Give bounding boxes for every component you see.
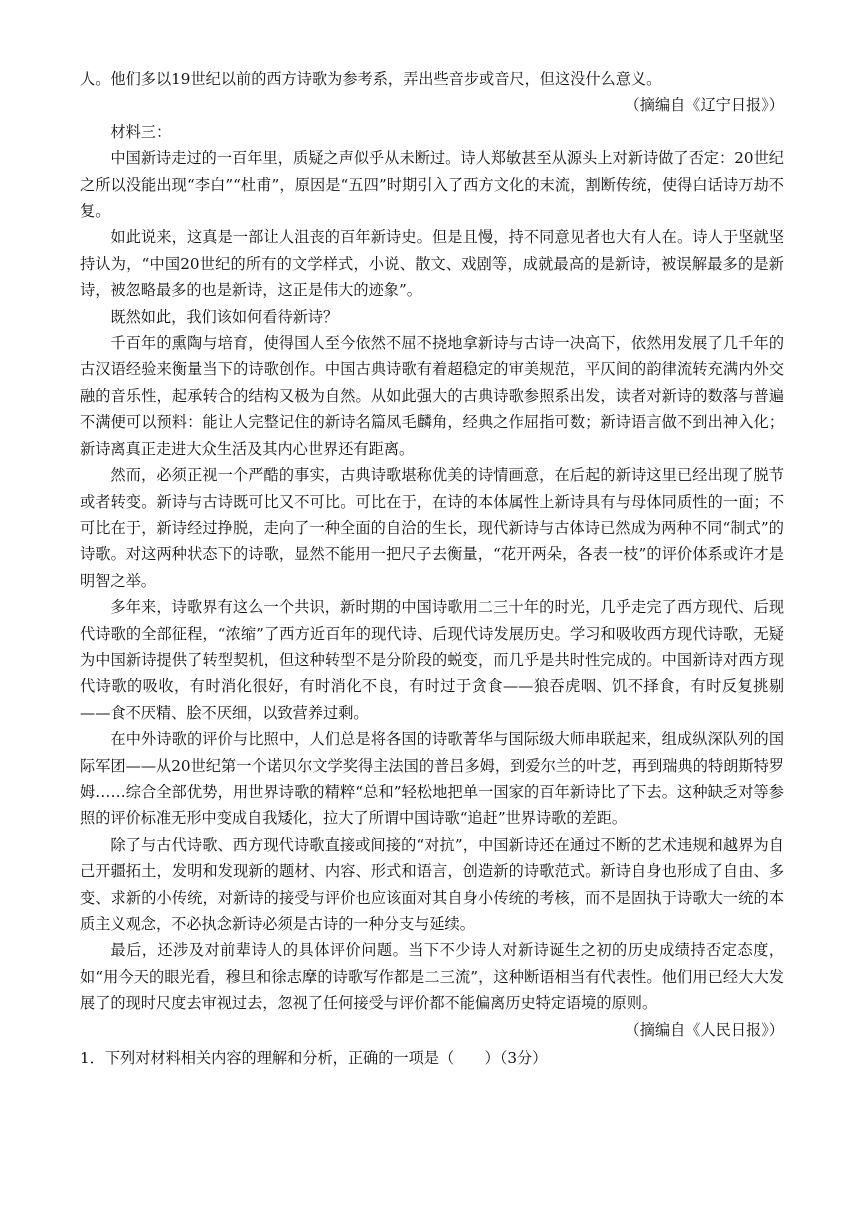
- paragraph: 中国新诗走过的一百年里，质疑之声似乎从未断过。诗人郑敏甚至从源头上对新诗做了否定：20世纪之所以没能出现“李白”“杜甫”，原因是“五四”时期引入了西方文化的末流，割断传统，使得白话诗万劫不复。: [80, 149, 784, 221]
- paragraph: 在中外诗歌的评价与比照中，人们总是将各国的诗歌菁华与国际级大师串联起来，组成纵深队列的国际军团——从20世纪第一个诺贝尔文学奖得主法国的普吕多姆，到爱尔兰的叶芝，再到瑞典的特朗斯特罗姆……综合全部优势，用世界诗歌的精粹“总和”轻松地把单一国家的百年新诗比了下去。这种缺乏对等参照的评价标准无形中变成自我矮化，拉大了所谓中国诗歌“追赶”世界诗歌的差距。: [80, 730, 784, 828]
- question-one: 1．下列对材料相关内容的理解和分析，正确的一项是（ ）（3分）: [80, 1049, 548, 1068]
- paragraph: 既然如此，我们该如何看待新诗？: [110, 307, 339, 326]
- paragraph: 除了与古代诗歌、西方现代诗歌直接或间接的“对抗”，中国新诗还在通过不断的艺术违规和越界为自己开疆拓土，发明和发现新的题材、内容、形式和语言，创造新的诗歌范式。新诗自身也形成了自由、多变、求新的小传统，对新诗的接受与评价也应该面对其自身小传统的考核，而不是固执于诗歌大一统的本质主义观念，不必执念新诗必须是古诗的一种分支与延续。: [80, 835, 784, 933]
- document-page: [80, 66, 784, 1071]
- continued-paragraph: 人。他们多以19世纪以前的西方诗歌为参考系，弄出些音步或音尺，但这没什么意义。: [80, 70, 662, 88]
- material-three-heading: 材料三：: [110, 122, 172, 141]
- source-citation-renmin: （摘编自《人民日报》）: [624, 1020, 784, 1039]
- paragraph: 最后，还涉及对前辈诗人的具体评价问题。当下不少诗人对新诗诞生之初的历史成绩持否定态度，如“用今天的眼光看，穆旦和徐志摩的诗歌写作都是二三流”，这种断语相当有代表性。他们用已经大大发展了的现时尺度去审视过去，忽视了任何接受与评价都不能偏离历史特定语境的原则。: [80, 941, 784, 1013]
- paragraph: 千百年的熏陶与培育，使得国人至今依然不屈不挠地拿新诗与古诗一决高下，依然用发展了几千年的古汉语经验来衡量当下的诗歌创作。中国古典诗歌有着超稳定的审美规范，平仄间的韵律流转充满内外交融的音乐性，起承转合的结构又极为自然。从如此强大的古典诗歌参照系出发，读者对新诗的数落与普遍不满便可以预料：能让人完整记住的新诗名篇凤毛麟角，经典之作屈指可数；新诗语言做不到出神入化；新诗离真正走进大众生活及其内心世界还有距离。: [80, 334, 784, 458]
- paragraph: 如此说来，这真是一部让人沮丧的百年新诗史。但是且慢，持不同意见者也大有人在。诗人于坚就坚持认为，“中国20世纪的所有的文学样式，小说、散文、戏剧等，成就最高的是新诗，被误解最多的是新诗，被忽略最多的也是新诗，这正是伟大的迹象”。: [80, 228, 784, 300]
- paragraph: 然而，必须正视一个严酷的事实，古典诗歌堪称优美的诗情画意，在后起的新诗这里已经出现了脱节或者转变。新诗与古诗既可比又不可比。可比在于，在诗的本体属性上新诗具有与母体同质性的一面；不可比在于，新诗经过挣脱，走向了一种全面的自洽的生长，现代新诗与古体诗已然成为两种不同“制式”的诗歌。对这两种状态下的诗歌，显然不能用一把尺子去衡量，“花开两朵，各表一枝”的评价体系或许才是明智之举。: [80, 466, 784, 590]
- paragraph: 多年来，诗歌界有这么一个共识，新时期的中国诗歌用二三十年的时光，几乎走完了西方现代、后现代诗歌的全部征程，“浓缩”了西方近百年的现代诗、后现代诗发展历史。学习和吸收西方现代诗歌，无疑为中国新诗提供了转型契机，但这种转型不是分阶段的蜕变，而几乎是共时性完成的。中国新诗对西方现代诗歌的吸收，有时消化很好，有时消化不良，有时过于贪食——狼吞虎咽、饥不择食，有时反复挑剔——食不厌精、脍不厌细，以致营养过剩。: [80, 598, 784, 722]
- source-citation-liaoning: （摘编自《辽宁日报》）: [624, 96, 784, 115]
